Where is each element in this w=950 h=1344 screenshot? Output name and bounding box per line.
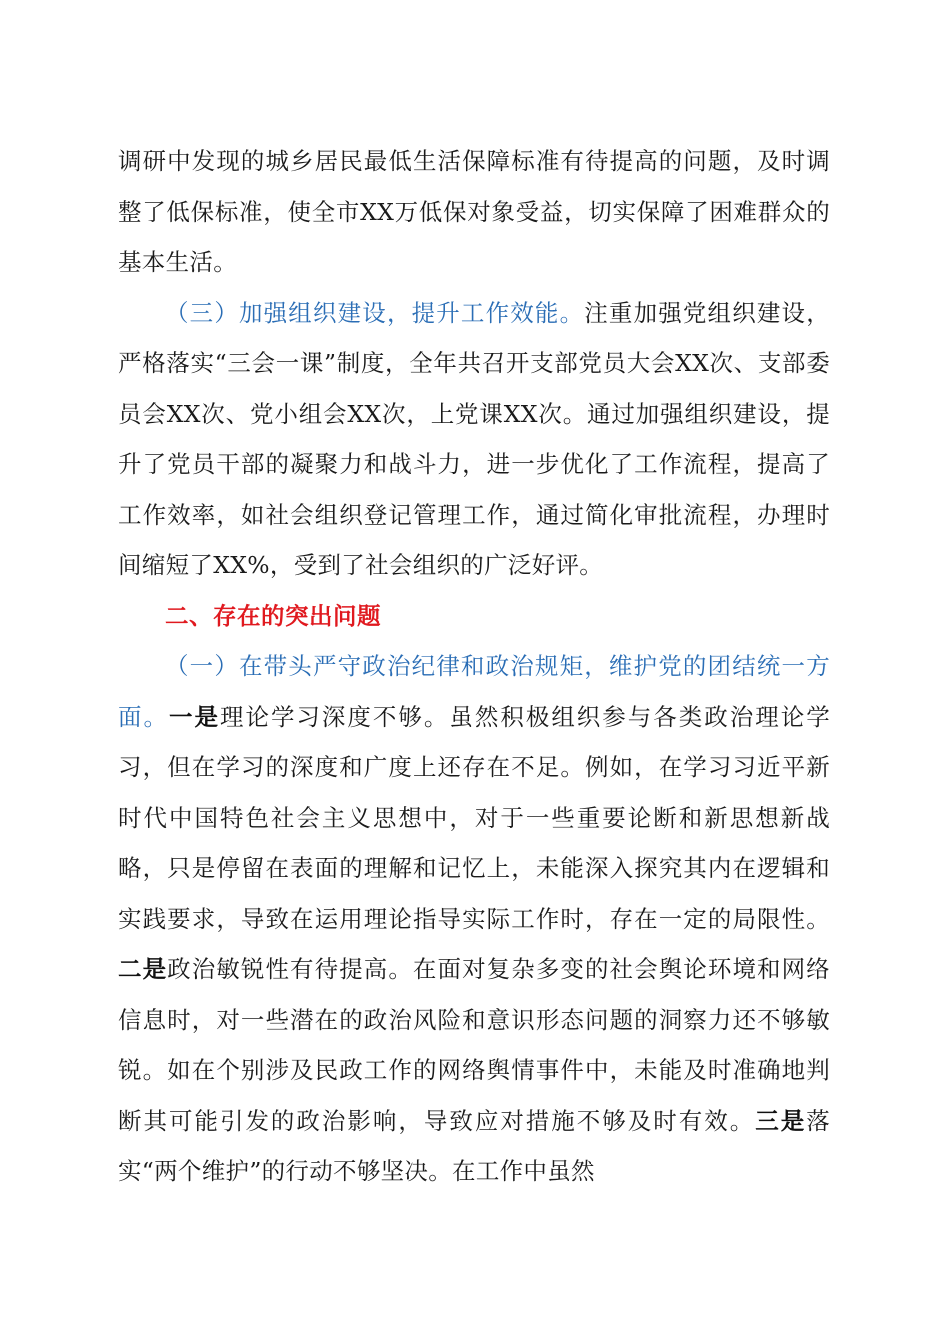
point-two-label: 二是 [118, 955, 168, 983]
section-two-heading: 二、存在的突出问题 [165, 601, 381, 630]
paragraph-organization-body: 注重加强党组织建设，严格落实“三会一课”制度，全年共召开支部党员大会XX次、支部委员会XX次、党小组会XX次，上党课XX次。通过加强组织建设，提升了党员干部的凝聚力和战斗力，进一步优化了工作流程，提高了工作效率，如社会组织登记管理工作，通过简化审批流程，办理时间缩短了XX%，受到了社会组织的广泛好评。 [118, 298, 831, 579]
point-one-text: 理论学习深度不够。虽然积极组织参与各类政治理论学习，但在学习的深度和广度上还存在不足。例如，在学习习近平新时代中国特色社会主义思想中，对于一些重要论断和新思想新战略，只是停留在表面的理解和记忆上，未能深入探究其内在逻辑和实践要求，导致在运用理论指导实际工作时，存在一定的局限性。 [118, 702, 830, 933]
paragraph-organization-building [118, 288, 830, 591]
point-one-label: 一是 [168, 702, 220, 731]
document-page [118, 136, 830, 1197]
point-two-text: 政治敏锐性有待提高。在面对复杂多变的社会舆论环境和网络信息时，对一些潜在的政治风险和意识形态问题的洞察力还不够敏锐。如在个别涉及民政工作的网络舆情事件中，未能及时准确地判断其可能引发的政治影响，导致应对措施不够及时有效。 [118, 955, 830, 1135]
point-three-text: 落实“两个维护”的行动不够坚决。在工作中虽然 [118, 1106, 830, 1185]
paragraph-political-discipline [118, 641, 830, 1197]
paragraph-continuation: 调研中发现的城乡居民最低生活保障标准有待提高的问题，及时调整了低保标准，使全市XX万低保对象受益，切实保障了困难群众的基本生活。 [118, 147, 830, 276]
subheading-organization-building: （三）加强组织建设，提升工作效能。 [165, 298, 585, 327]
point-three-label: 三是 [755, 1106, 807, 1135]
subheading-political-discipline: （一）在带头严守政治纪律和政治规矩，维护党的团结统一方面。 [118, 652, 830, 731]
